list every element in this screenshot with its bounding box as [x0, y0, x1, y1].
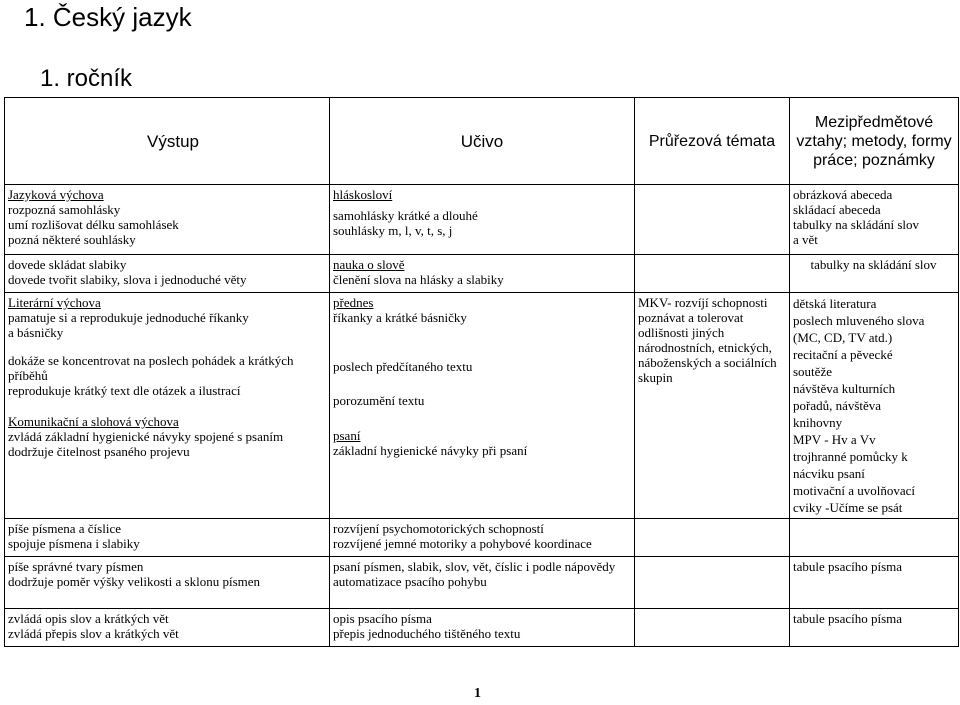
outcome-text: pamatuje si a reprodukuje jednoduché říkanky	[8, 310, 249, 325]
note-text: trojhranné pomůcky k	[793, 449, 908, 464]
cell-prurezova	[635, 557, 790, 609]
table-row	[5, 557, 959, 609]
table-header-row	[5, 98, 959, 185]
cell-ucivo	[330, 255, 635, 293]
outcome-text: a básničky	[8, 325, 64, 340]
cell-vystup	[5, 609, 330, 647]
page-number: 1	[474, 686, 481, 701]
outcome-text: dovede skládat slabiky	[8, 257, 127, 272]
outcome-text: rozpozná samohlásky	[8, 202, 121, 217]
header-prurezova-temata: Průřezová témata	[635, 98, 790, 185]
table-row	[5, 519, 959, 557]
cell-poznamky	[790, 609, 959, 647]
table-row	[5, 255, 959, 293]
cell-poznamky	[790, 519, 959, 557]
cell-ucivo	[330, 293, 635, 519]
cell-vystup	[5, 519, 330, 557]
topic-heading: nauka o slově	[333, 257, 405, 272]
cell-ucivo	[330, 185, 635, 255]
cell-poznamky	[790, 185, 959, 255]
cell-vystup	[5, 293, 330, 519]
note-text: pořadů, návštěva	[793, 398, 882, 413]
topic-text: rozvíjení psychomotorických schopností	[333, 521, 544, 536]
note-text: knihovny	[793, 415, 843, 430]
topic-text: říkanky a krátké básničky	[333, 310, 467, 325]
cell-ucivo	[330, 519, 635, 557]
cell-prurezova	[635, 519, 790, 557]
page-title: 1. Český jazyk	[24, 2, 192, 32]
outcome-text: spojuje písmena i slabiky	[8, 536, 140, 551]
topic-heading: hláskosloví	[333, 187, 393, 202]
cell-vystup	[5, 557, 330, 609]
table-row	[5, 185, 959, 255]
topic-heading: psaní	[333, 428, 361, 443]
cell-poznamky	[790, 293, 959, 519]
outcome-text: umí rozlišovat délku samohlásek	[8, 217, 179, 232]
outcome-text: dodržuje poměr výšky velikosti a sklonu písmen	[8, 574, 261, 589]
table-row	[5, 293, 959, 519]
outcome-text: píše písmena a číslice	[8, 521, 121, 536]
note-text: tabulky na skládání slov	[810, 257, 937, 272]
topic-text: psaní písmen, slabik, slov, vět, číslic i podle nápovědy	[333, 559, 616, 574]
note-text: soutěže	[793, 364, 832, 379]
cell-ucivo	[330, 557, 635, 609]
note-text: tabule psacího písma	[793, 611, 903, 626]
note-text: tabulky na skládání slov	[793, 217, 920, 232]
note-text: obrázková abeceda	[793, 187, 893, 202]
topic-heading: přednes	[333, 295, 374, 310]
note-text: tabule psacího písma	[793, 559, 903, 574]
cell-prurezova	[635, 255, 790, 293]
note-text: cviky -Učíme se psát	[793, 500, 903, 515]
topic-text: samohlásky krátké a dlouhé	[333, 208, 478, 223]
note-text: dětská literatura	[793, 296, 877, 311]
header-vystup: Výstup	[5, 98, 330, 185]
outcome-text: dodržuje čitelnost psaného projevu	[8, 444, 190, 459]
topic-text: rozvíjené jemné motoriky a pohybové koordinace	[333, 536, 592, 551]
note-text: návštěva kulturních	[793, 381, 896, 396]
topic-text: automatizace psacího pohybu	[333, 574, 487, 589]
cell-ucivo	[330, 609, 635, 647]
cell-prurezova	[635, 185, 790, 255]
topic-text: základní hygienické návyky při psaní	[333, 443, 528, 458]
note-text: (MC, CD, TV atd.)	[793, 330, 893, 345]
topic-text: přepis jednoduchého tištěného textu	[333, 626, 521, 641]
cell-prurezova: MKV- rozvíjí schopnosti poznávat a tolerovat odlišnosti jiných národnostních, etnických, náboženských a sociálních skupin	[635, 293, 790, 519]
section-komunikacni-vychova: Komunikační a slohová výchova	[8, 414, 179, 429]
note-text: motivační a uvolňovací	[793, 483, 916, 498]
topic-text: souhlásky m, l, v, t, s, j	[333, 223, 453, 238]
note-text: a vět	[793, 232, 818, 247]
note-text: nácviku psaní	[793, 466, 865, 481]
topic-text: členění slova na hlásky a slabiky	[333, 272, 504, 287]
outcome-text: dovede tvořit slabiky, slova i jednoduché věty	[8, 272, 247, 287]
cell-vystup	[5, 255, 330, 293]
cell-poznamky	[790, 255, 959, 293]
topic-text: opis psacího písma	[333, 611, 432, 626]
note-text: recitační a pěvecké	[793, 347, 893, 362]
topic-text: poslech předčítaného textu	[333, 359, 473, 374]
section-jazykova-vychova: Jazyková výchova	[8, 187, 104, 202]
outcome-text: reprodukuje krátký text dle otázek a ilustrací	[8, 383, 241, 398]
cell-prurezova	[635, 609, 790, 647]
section-literarni-vychova: Literární výchova	[8, 295, 101, 310]
outcome-text: dokáže se koncentrovat na poslech pohádek a krátkých příběhů	[8, 353, 294, 383]
grade-subtitle: 1. ročník	[40, 65, 133, 92]
cell-vystup	[5, 185, 330, 255]
topic-text: porozumění textu	[333, 393, 425, 408]
outcome-text: zvládá přepis slov a krátkých vět	[8, 626, 179, 641]
outcome-text: zvládá základní hygienické návyky spojené s psaním	[8, 429, 284, 444]
header-ucivo: Učivo	[330, 98, 635, 185]
outcome-text: pozná některé souhlásky	[8, 232, 136, 247]
curriculum-table	[4, 97, 959, 647]
header-mezipredmetove-vztahy: Mezipředmětové vztahy; metody, formy práce; poznámky	[790, 98, 959, 185]
outcome-text: píše správné tvary písmen	[8, 559, 144, 574]
note-text: skládací abeceda	[793, 202, 881, 217]
outcome-text: zvládá opis slov a krátkých vět	[8, 611, 169, 626]
cell-poznamky	[790, 557, 959, 609]
note-text: MPV - Hv a Vv	[793, 432, 876, 447]
table-row	[5, 609, 959, 647]
note-text: poslech mluveného slova	[793, 313, 925, 328]
